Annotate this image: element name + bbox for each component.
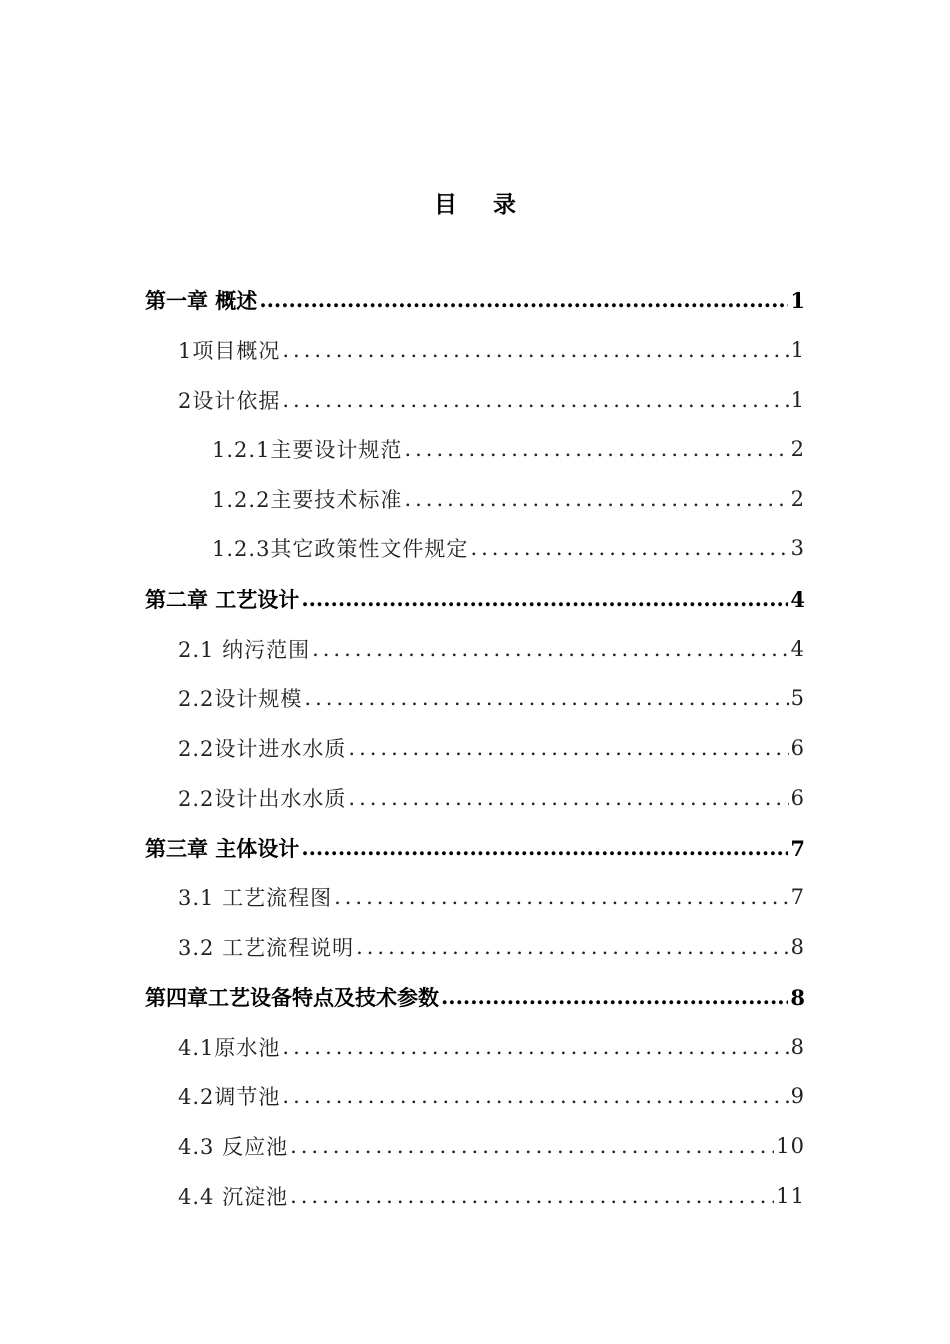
toc-entry-chapter-4[interactable] [145,973,805,1021]
toc-entry[interactable] [178,1122,805,1170]
dot-leader [282,337,788,363]
toc-entry-page: 11 [776,1184,805,1208]
toc-entry-page: 2 [790,437,805,461]
toc-entry[interactable] [178,774,805,822]
toc-entry-label: 第三章 主体设计 [145,836,300,861]
toc-entry[interactable] [178,376,805,424]
toc-entry[interactable] [212,524,805,572]
toc-entry-chapter-1[interactable] [145,276,805,324]
toc-entry[interactable] [178,1023,805,1071]
toc-entry-label: 4.1原水池 [178,1036,281,1060]
toc-entry-chapter-2[interactable] [145,575,805,623]
toc-entry-page: 2 [790,487,805,511]
toc-entry-page: 4 [790,586,805,612]
toc-entry-page: 9 [790,1084,805,1108]
toc-entry-page: 7 [790,835,805,861]
dot-leader [441,984,788,1010]
dot-leader [404,486,788,512]
toc-entry[interactable] [178,923,805,971]
toc-entry-label: 第二章 工艺设计 [145,587,300,612]
dot-leader [356,934,789,960]
toc-entry[interactable] [178,1172,805,1220]
toc-entry-label: 4.4 沉淀池 [178,1185,289,1209]
toc-entry-label: 3.1 工艺流程图 [178,886,333,910]
toc-entry-page: 8 [790,935,805,959]
toc-entry-chapter-3[interactable] [145,824,805,872]
toc-entry-page: 8 [790,984,805,1010]
toc-entry-label: 2设计依据 [178,389,281,413]
toc-entry[interactable] [178,724,805,772]
toc-entry-page: 6 [790,786,805,810]
toc-entry-page: 1 [790,388,805,412]
toc-entry-page: 1 [790,338,805,362]
toc-entry[interactable] [178,873,805,921]
dot-leader [301,835,788,861]
dot-leader [470,535,788,561]
dot-leader [259,287,788,313]
toc-entry-page: 8 [790,1035,805,1059]
dot-leader [282,1034,788,1060]
toc-entry-label: 1项目概况 [178,339,281,363]
toc-entry[interactable] [178,674,805,722]
dot-leader [334,884,789,910]
toc-entry-label: 2.1 纳污范围 [178,638,311,662]
toc-entry[interactable] [178,1072,805,1120]
toc-entry-page: 10 [776,1134,805,1158]
dot-leader [301,586,788,612]
dot-leader [282,1083,788,1109]
dot-leader [282,387,788,413]
toc-entry-label: 2.2设计出水水质 [178,787,347,811]
dot-leader [348,735,788,761]
toc-entry-label: 4.3 反应池 [178,1135,289,1159]
dot-leader [404,436,788,462]
toc-entry[interactable] [178,326,805,374]
dot-leader [348,785,788,811]
toc-entry-page: 4 [790,637,805,661]
toc-entry-label: 4.2调节池 [178,1085,281,1109]
toc-entry-label: 1.2.1主要设计规范 [212,438,403,462]
toc-entry-label: 3.2 工艺流程说明 [178,936,355,960]
toc-entry-page: 3 [790,536,805,560]
toc-entry-label: 1.2.3其它政策性文件规定 [212,537,469,561]
dot-leader [290,1183,774,1209]
toc-entry-page: 6 [790,736,805,760]
toc-title: 目 录 [433,191,530,218]
toc-entry-page: 5 [790,686,805,710]
toc-entry-label: 第四章工艺设备特点及技术参数 [145,985,439,1010]
toc-entry[interactable] [212,475,805,523]
toc-entry[interactable] [178,625,805,673]
dot-leader [290,1133,774,1159]
toc-entry[interactable] [212,425,805,473]
toc-entry-label: 2.2设计进水水质 [178,737,347,761]
toc-entry-page: 7 [790,885,805,909]
toc-entry-label: 1.2.2主要技术标准 [212,488,403,512]
dot-leader [312,636,789,662]
toc-entry-page: 1 [790,287,805,313]
toc-entry-label: 第一章 概述 [145,288,258,313]
toc-entry-label: 2.2设计规模 [178,687,303,711]
dot-leader [304,685,788,711]
